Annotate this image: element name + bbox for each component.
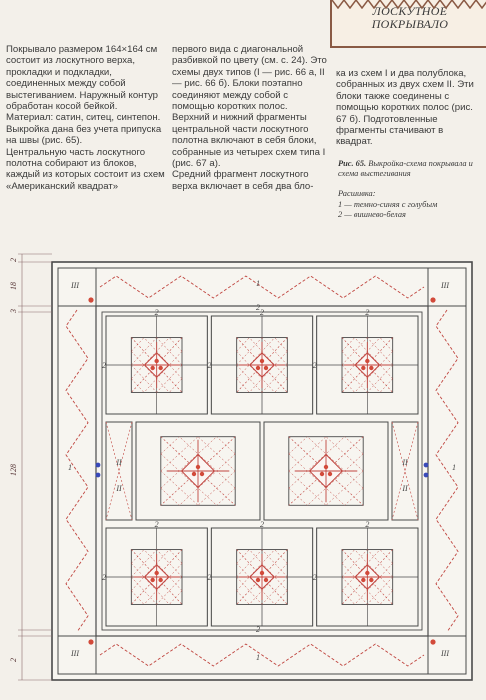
center-dot [264, 578, 268, 582]
strip-label-2: 2 [154, 520, 159, 529]
strip-label-2: 2 [154, 308, 159, 317]
corner-dot [88, 297, 93, 302]
center-dot [369, 578, 373, 582]
blue-dot [424, 473, 429, 478]
center-dot [196, 465, 200, 469]
strip-label-2: 2 [365, 520, 370, 529]
strip-label-2: 2 [312, 361, 317, 370]
center-dot [320, 472, 324, 476]
strip-label-2: 2 [365, 308, 370, 317]
paragraph: Центральную часть лоскутного полотна собирают из блоков, каждый из которых состоит из схем «Американский квадрат» [6, 146, 165, 192]
center-dot [150, 578, 154, 582]
center-dot [256, 366, 260, 370]
center-dot [264, 366, 268, 370]
border-label-1: 1 [256, 279, 260, 288]
strip-label-2: 2 [102, 361, 106, 370]
strip-label-2: 2 [260, 520, 264, 529]
center-dot [361, 366, 365, 370]
strip-label-2: 2 [102, 573, 106, 582]
blue-dot [96, 463, 101, 468]
paragraph: первого вида с диагональной разбивкой по цвету (см. с. 24). Это схемы двух типов (I — рис. 66 а, II — рис. 66 б). Блоки поэтапно соединяют между собой с помощью коротких полос. [172, 44, 327, 113]
center-dot [158, 366, 162, 370]
center-dot [158, 578, 162, 582]
paragraph: Покрывало размером 164×164 см состоит из лоскутного верха, прокладки и подкладки, соединенных между собой выстегиванием. Наружный контур обработан косой бейкой. Материал: сатин, ситец, синтепон. Выкройка дана без учета припуска на швы (рис. 65). [6, 44, 162, 147]
legend-item: 2 — вишнево-белая [338, 210, 406, 220]
dimension-label: 2 [9, 658, 18, 662]
center-dot [260, 571, 264, 575]
half-block-label: II [402, 484, 408, 493]
dimension-label: 3 [9, 309, 18, 313]
center-dot [361, 578, 365, 582]
corner-label: III [441, 281, 449, 290]
center-dot [154, 571, 158, 575]
center-dot [260, 359, 264, 363]
corner-dot [88, 639, 93, 644]
center-dot [324, 465, 328, 469]
section-title-line2: ПОКРЫВАЛО [371, 17, 449, 31]
strip-label-2: 2 [312, 573, 317, 582]
center-dot [328, 472, 332, 476]
paragraph: Средний фрагмент лоскутного верха включает в себя два бло- [172, 169, 314, 192]
center-dot [200, 472, 204, 476]
border-label-1: 1 [452, 463, 456, 472]
half-block-label: II [402, 458, 408, 467]
center-dot [192, 472, 196, 476]
corner-dot [430, 297, 435, 302]
blue-dot [424, 463, 429, 468]
center-dot [365, 571, 369, 575]
figure-caption-text: Выкройка-схема покрывала и схема выстегивания [338, 159, 473, 179]
half-block-label: II [116, 484, 122, 493]
strip-label-2: 2 [260, 308, 264, 317]
paragraph: ка из схем I и два полублока, собранных из двух схем II. Эти блоки также соединены с помощью коротких полос (рис. 67 б). Подготовленные фрагменты стачивают в квадрат. [336, 68, 474, 148]
corner-label: III [71, 281, 79, 290]
blue-dot [96, 473, 101, 478]
strip-label-2: 2 [207, 361, 212, 370]
dimension-label: 128 [9, 464, 18, 476]
paragraph: Верхний и нижний фрагменты центральной части лоскутного полотна включают в себя блоки, собранные из четырех схем типа I (рис. 67 а). [172, 112, 326, 170]
corner-label: III [441, 649, 449, 658]
border-label-1: 1 [68, 463, 72, 472]
legend-title: Расшивка: [338, 189, 376, 198]
center-dot [150, 366, 154, 370]
half-block-label: II [116, 458, 122, 467]
dimension-label: 18 [9, 282, 18, 290]
strip-label-2: 2 [256, 625, 260, 634]
center-dot [369, 366, 373, 370]
section-title-line1: ЛОСКУТНОЕ [372, 4, 448, 18]
center-dot [154, 359, 158, 363]
strip-label-2: 2 [256, 303, 260, 312]
corner-dot [430, 639, 435, 644]
figure-label: Рис. 65. [338, 159, 367, 168]
center-dot [256, 578, 260, 582]
legend-item: 1 — темно-синяя с голубым [338, 199, 438, 209]
border-label-1: 1 [256, 653, 260, 662]
center-dot [365, 359, 369, 363]
dimension-label: 2 [9, 258, 18, 262]
corner-label: III [71, 649, 79, 658]
strip-label-2: 2 [207, 573, 212, 582]
